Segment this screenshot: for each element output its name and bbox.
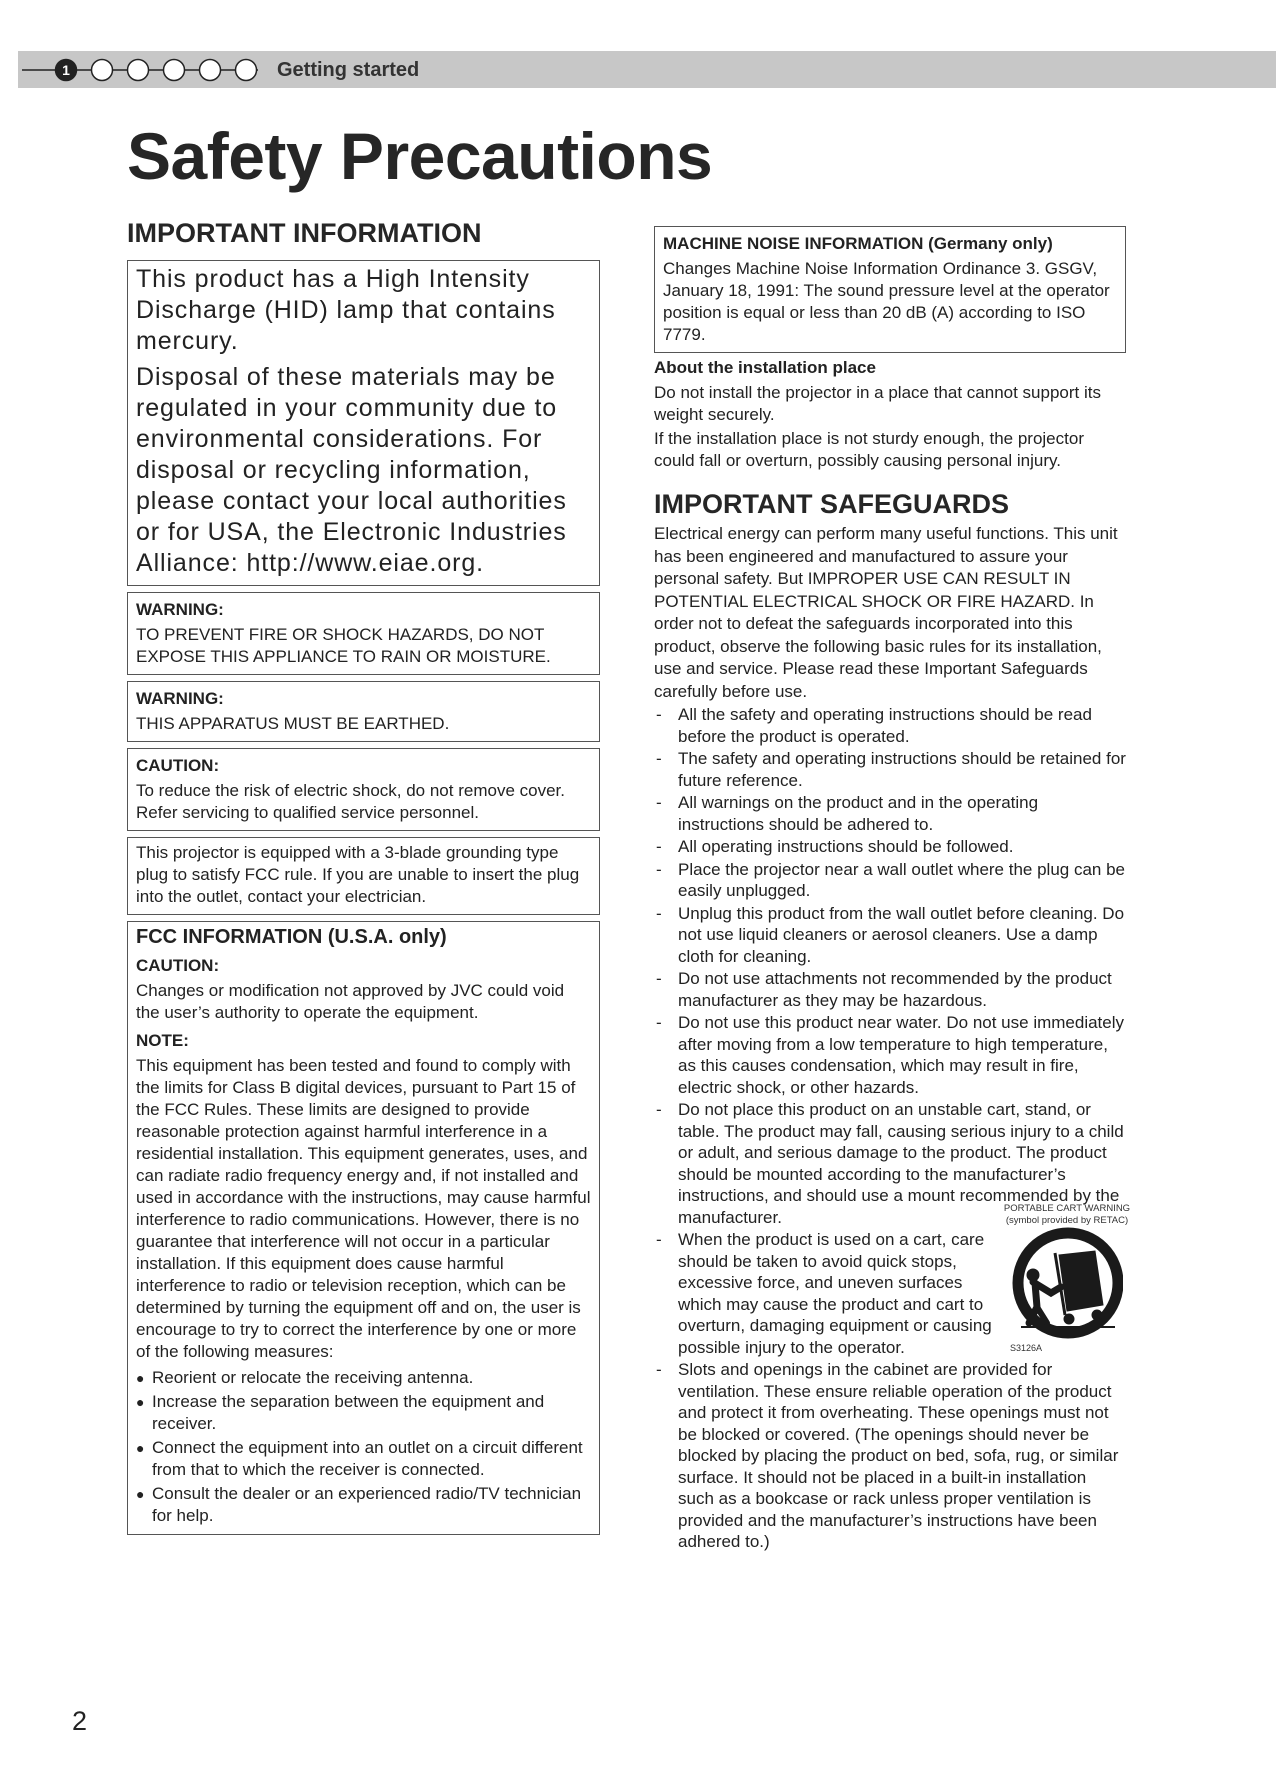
caution-box: [127, 748, 600, 831]
list-item: - Do not use attachments not recommended by the product manufacturer as they may be hazardous.: [656, 969, 1112, 1010]
fcc-note-text: This equipment has been tested and found to comply with the limits for Class B digital devices, pursuant to Part 15 of the FCC Rules. These limits are designed to provide reasonable protection against harmful interference in a residential installation. This equipment generates, uses, and can radiate radio frequency energy and, if not installed and used in accordance with the instructions, may cause harmful interference to radio communications. However, there is no guarantee that interference will not occur in a particular installation. If this equipment does cause harmful interference to radio or television reception, which can be determined by turning the equipment off and on, the user is encourage to try to correct the interference by one or more of the following measures:: [136, 1056, 591, 1361]
important-information-heading: IMPORTANT INFORMATION: [127, 218, 482, 248]
warning-box-earthed: [127, 681, 600, 742]
fcc-measure-item: ● Increase the separation between the equipment and receiver.: [136, 1392, 545, 1433]
list-item: - Place the projector near a wall outlet where the plug can be easily unplugged.: [656, 859, 1125, 900]
fcc-measure-item: ● Consult the dealer or an experienced radio/TV technician for help.: [136, 1484, 582, 1525]
list-item: - The safety and operating instructions should be retained for future reference.: [656, 749, 1126, 790]
list-item: - All warnings on the product and in the operating instructions should be adhered to.: [656, 793, 1039, 834]
portable-cart-warning-figure: [1002, 1203, 1132, 1354]
bullet-icon: ●: [136, 1440, 145, 1456]
fcc-information-box: [127, 921, 600, 1535]
list-item: - When the product is used on a cart, care should be taken to avoid quick stops, excessive force, and uneven surfaces which may cause the product and cart to overturn, damaging equipment or causing possible injury to the operator.: [656, 1230, 992, 1357]
bullet-icon: ●: [136, 1370, 145, 1386]
right-column: [654, 226, 1131, 1553]
caution-label: CAUTION:: [136, 756, 220, 775]
installation-text-1: Do not install the projector in a place that cannot support its weight securely.: [654, 383, 1101, 424]
disposal-notice-text: Disposal of these materials may be regulated in your community due to environmental considerations. For disposal or recycling information, please contact your local authorities or for USA, the Electronic Industries Alliance: http://www.eiae.org.: [136, 363, 567, 577]
cart-warning-caption-sub: (symbol provided by RETAC): [1005, 1215, 1129, 1226]
installation-place-label: About the installation place: [654, 358, 876, 377]
machine-noise-box: [654, 226, 1126, 353]
list-item: - Do not place this product on an unstable cart, stand, or table. The product may fall, causing serious injury to a child or adult, and serious damage to the product. The product should be mounted according to the manufacturer’s instructions, and should use a mount recommended by the manufacturer.: [656, 1100, 1124, 1227]
fcc-caution-text: Changes or modification not approved by JVC could void the user’s authority to operate the equipment.: [136, 981, 565, 1022]
installation-text-2: If the installation place is not sturdy enough, the projector could fall or overturn, possibly causing personal injury.: [654, 429, 1084, 470]
safeguards-intro-text: Electrical energy can perform many useful functions. This unit has been engineered and manufactured to assure your personal safety. But IMPROPER USE CAN RESULT IN POTENTIAL ELECTRICAL SHOCK OR FIRE HAZARD. In order not to defeat the safeguards incorporated into this product, observe the following basic rules for its installation, use and service. Please read these Important Safeguards carefully before use.: [654, 524, 1118, 701]
warning-box-moisture: [127, 592, 600, 675]
mercury-notice-box: [127, 260, 600, 586]
chapter-step-indicator: [22, 58, 262, 82]
cart-warning-caption: PORTABLE CART WARNING: [1003, 1203, 1131, 1214]
step-number: 1: [62, 62, 70, 78]
list-item: - Unplug this product from the wall outlet before cleaning. Do not use liquid cleaners or aerosol cleaners. Use a damp cloth for cleaning.: [656, 903, 1125, 966]
fcc-caution-label: CAUTION:: [136, 956, 220, 975]
warning-text: THIS APPARATUS MUST BE EARTHED.: [136, 714, 450, 733]
grounding-plug-text: This projector is equipped with a 3-blade grounding type plug to satisfy FCC rule. If you are unable to insert the plug into the outlet, contact your electrician.: [136, 843, 580, 906]
important-safeguards-heading: IMPORTANT SAFEGUARDS: [654, 489, 1009, 519]
safeguards-list: [654, 704, 1126, 1228]
bullet-icon: ●: [136, 1394, 145, 1410]
list-item: - All operating instructions should be followed.: [656, 837, 1014, 856]
fcc-measure-item: ● Connect the equipment into an outlet on a circuit different from that to which the receiver is connected.: [136, 1438, 583, 1479]
warning-label: WARNING:: [136, 600, 224, 619]
left-column: [127, 218, 600, 1541]
caution-text: To reduce the risk of electric shock, do not remove cover. Refer servicing to qualified service personnel.: [136, 781, 565, 822]
fcc-note-label: NOTE:: [136, 1031, 189, 1050]
page-title: Safety Precautions: [127, 119, 713, 193]
grounding-plug-box: [127, 837, 600, 915]
list-item: - All the safety and operating instructions should be read before the product is operated.: [656, 705, 1092, 746]
machine-noise-text: Changes Machine Noise Information Ordinance 3. GSGV, January 18, 1991: The sound pressure level at the operator position is equal or less than 20 dB (A) according to ISO 7779.: [663, 259, 1110, 344]
warning-text: TO PREVENT FIRE OR SHOCK HAZARDS, DO NOT EXPOSE THIS APPLIANCE TO RAIN OR MOISTURE.: [136, 625, 551, 666]
mercury-notice-text: This product has a High Intensity Discharge (HID) lamp that contains mercury.: [136, 265, 556, 355]
cart-tipover-icon: [1011, 1227, 1123, 1339]
cart-warning-area: [654, 1203, 1131, 1358]
warning-label: WARNING:: [136, 689, 224, 708]
section-label: Getting started: [277, 59, 420, 81]
cart-warning-code: S3126A: [1010, 1343, 1043, 1353]
fcc-measure-item: ● Reorient or relocate the receiving antenna.: [136, 1368, 474, 1387]
bullet-icon: ●: [136, 1486, 145, 1502]
page-number: 2: [72, 1706, 88, 1736]
list-item: - Slots and openings in the cabinet are provided for ventilation. These ensure reliable operation of the product and protect it from overheating. These openings must not be blocked or covered. (The openings should never be blocked by placing the product on bed, sofa, rug, or similar surface. It should not be placed in a built-in installation such as a bookcase or rack unless proper ventilation is provided and the manufacturer’s instructions have been adhered to.): [656, 1360, 1119, 1551]
list-item: - Do not use this product near water. Do not use immediately after moving from a low temperature to high temperature, as this causes condensation, which may result in fire, electric shock, or other hazards.: [656, 1013, 1125, 1097]
fcc-title: FCC INFORMATION (U.S.A. only): [136, 926, 447, 948]
machine-noise-label: MACHINE NOISE INFORMATION (Germany only): [663, 234, 1053, 253]
